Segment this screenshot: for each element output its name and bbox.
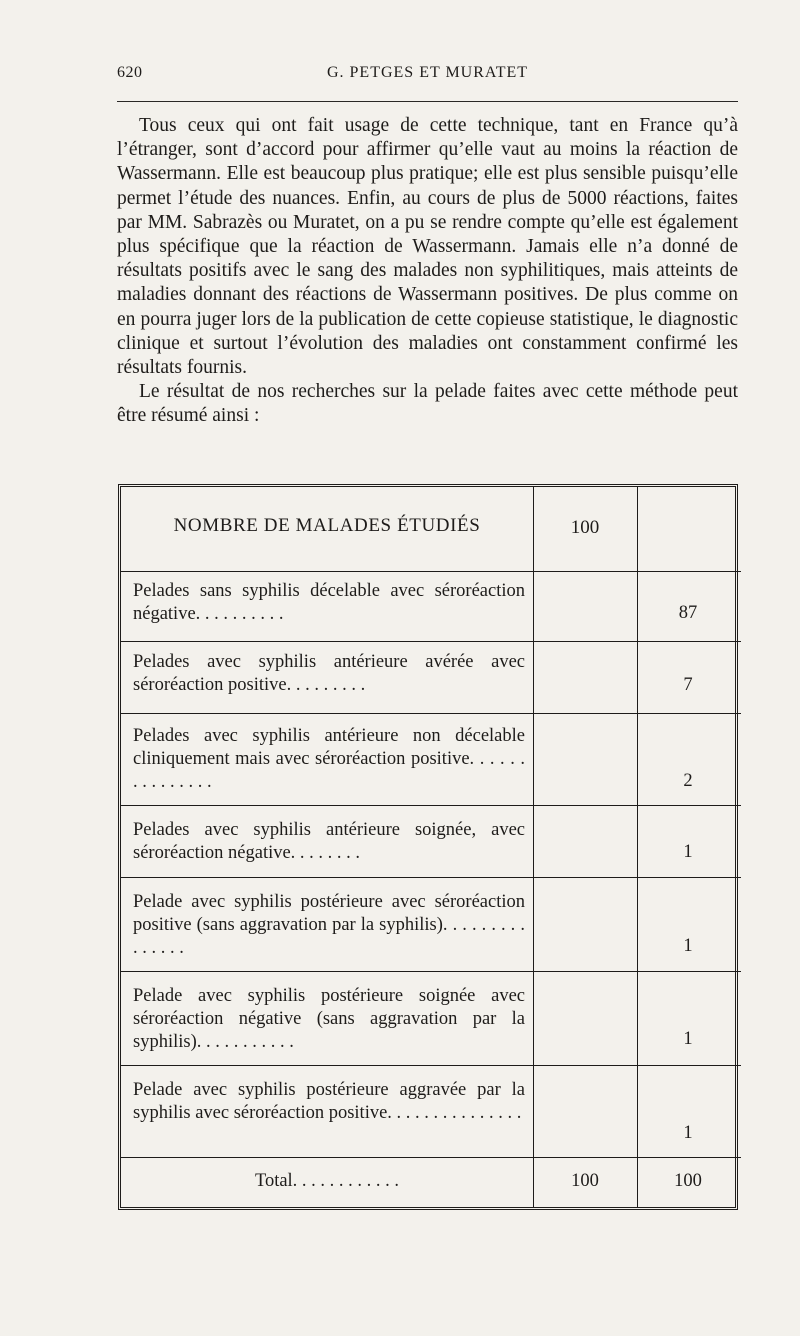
table-row-label: Pelade avec syphilis postérieure soignée avec séroréaction négative (sans aggravation par la syphilis). . . . . . . . . . .: [133, 986, 525, 1052]
row-divider: [121, 1065, 741, 1066]
table-row-label: Pelade avec syphilis postérieure avec séroréaction positive (sans aggravation par la syphilis). . . . . . . . . . . . . . .: [133, 892, 525, 958]
running-title: G. PETGES ET MURATET: [326, 64, 529, 81]
row-divider: [121, 971, 741, 972]
table-row-value: 1: [683, 936, 693, 956]
total-value-b: 100: [674, 1171, 702, 1191]
table-row-value: 2: [683, 771, 693, 791]
table-row-value: 1: [683, 1029, 693, 1049]
row-divider: [121, 877, 741, 878]
page-number: 620: [117, 64, 143, 81]
table-row-value: 1: [683, 842, 693, 862]
table-row-value: 1: [683, 1123, 693, 1143]
total-label: Total. . . . . . . . . . . .: [254, 1171, 400, 1191]
table-row-label: Pelades avec syphilis antérieure avérée avec séroréaction positive. . . . . . . . .: [133, 652, 525, 695]
results-table: [118, 484, 738, 1210]
paragraph-1: Tous ceux qui ont fait usage de cette technique, tant en France qu’à l’étranger, sont d’accord pour affirmer qu’elle vaut au moins la réaction de Wassermann. Elle est beaucoup plus pratique; elle est plus sensible puisqu’elle permet l’étude des nuances. Enfin, au cours de plus de 5000 réactions, faites par MM. Sabrazès ou Muratet, on a pu se rendre compte qu’elle est également plus spécifique que la réaction de Wassermann. Jamais elle n’a donné de résultats positifs avec le sang des malades non syphilitiques, mais atteints de maladies donnant des réactions de Wassermann positives. De plus comme on en pourra juger lors de la publication de cette copieuse statistique, le diagnostic clinique et surtout l’évolution des maladies ont constamment confirmé les résultats fournis.: [117, 115, 738, 379]
table-row-label: Pelade avec syphilis postérieure aggravée par la syphilis avec séroréaction positive. . . . . . . . . . . . . . .: [133, 1080, 525, 1123]
row-divider: [121, 1157, 741, 1158]
table-header-label: NOMBRE DE MALADES ÉTUDIÉS: [173, 515, 481, 536]
row-divider: [121, 805, 741, 806]
total-value-a: 100: [571, 1171, 599, 1191]
table-row-label: Pelades avec syphilis antérieure non décelable cliniquement mais avec séroréaction positive. . . . . . . . . . . . . . .: [133, 726, 525, 792]
header-rule: [117, 101, 738, 102]
table-row-label: Pelades sans syphilis décelable avec séroréaction négative. . . . . . . . . .: [133, 581, 525, 624]
column-divider-a: [533, 487, 534, 1207]
body-text: [117, 114, 738, 429]
running-head: [117, 64, 738, 88]
table-header-value: 100: [570, 517, 600, 538]
paragraph-2: Le résultat de nos recherches sur la pelade faites avec cette méthode peut être résumé ainsi :: [117, 381, 738, 427]
table-row-value: 87: [678, 603, 698, 623]
table-row-label: Pelades avec syphilis antérieure soignée, avec séroréaction négative. . . . . . . .: [133, 820, 525, 863]
table-row-value: 7: [683, 675, 693, 695]
row-divider: [121, 571, 741, 572]
row-divider: [121, 713, 741, 714]
row-divider: [121, 641, 741, 642]
